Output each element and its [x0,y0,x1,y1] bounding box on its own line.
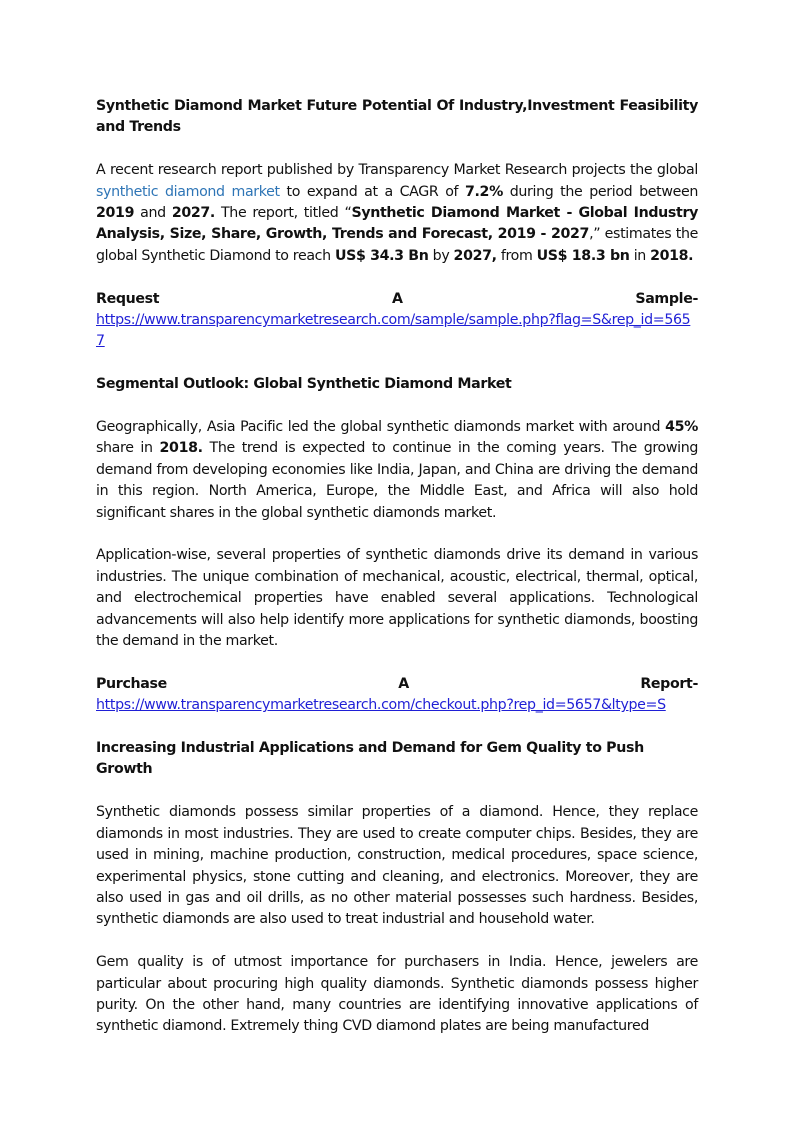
intro-text: from [496,247,537,264]
market-value-2018: US$ 18.3 bn [536,247,630,264]
asia-pacific-share: 45% [665,419,698,436]
purchase-report-link[interactable]: https://www.transparencymarketresearch.com/checkout.php?rep_id=5657&ltype=S [96,697,666,714]
gem-quality-paragraph: Gem quality is of utmost importance for purchasers in India. Hence, jewelers are particular about procuring high quality diamonds. Synthetic diamonds possess higher purity. On the other hand, many countries are identifying innovative applications of synthetic diamond. Extremely thing CVD diamond plates are being manufactured [96,954,698,1035]
document-page [96,96,698,1059]
year-2027: 2027, [453,247,497,264]
request-sample-section [96,289,698,353]
geo-text: The trend is expected to continue in the coming years. The growing demand from developing economies like India, Japan, and China are driving the demand in this region. North America, Europe, the Middle East, and Africa will also hold significant shares in the global synthetic diamonds market. [96,440,698,521]
application-paragraph: Application-wise, several properties of synthetic diamonds drive its demand in various industries. The unique combination of mechanical, acoustic, electrical, thermal, optical, and electrochemical properties have enabled several applications. Technological advancements will also help identify more applications for synthetic diamonds, boosting the demand in the market. [96,547,698,650]
year-2018: 2018. [650,247,694,264]
a-word: A [398,675,409,692]
intro-text: to expand at a CAGR of [279,183,465,200]
intro-paragraph [96,160,698,267]
document-title: Synthetic Diamond Market Future Potential Of Industry,Investment Feasibility and Trends [96,98,698,136]
intro-text: by [428,247,454,264]
request-sample-label [96,289,698,310]
intro-text: The report, titled “ [214,205,352,222]
uses-paragraph: Synthetic diamonds possess similar properties of a diamond. Hence, they replace diamonds in most industries. They are used to create computer chips. Besides, they are used in mining, machine production, construction, medical procedures, space science, experimental physics, stone cutting and cleaning, and electronics. Moreover, they are also used in gas and oil drills, as no other material possesses such hardness. Besides, synthetic diamonds are also used to treat industrial and household water. [96,804,698,928]
intro-text: in [629,247,651,264]
purchase-report-label [96,674,698,695]
a-word: A [391,290,403,307]
geo-year: 2018. [159,440,203,457]
geo-text: Geographically, Asia Pacific led the global synthetic diamonds market with around [96,419,666,436]
cagr-value: 7.2% [464,183,503,200]
end-year: 2027. [171,205,215,222]
request-word: Request [96,290,160,307]
synthetic-diamond-market-link[interactable]: synthetic diamond market [96,183,280,200]
growth-heading: Increasing Industrial Applications and Demand for Gem Quality to Push Growth [96,740,644,778]
report-title: Synthetic Diamond Market - Global Industry Analysis, Size, Share, Growth, Trends and Forecast, 2019 - 2027 [96,205,698,243]
purchase-word: Purchase [96,675,167,692]
intro-text: during the period between [502,183,698,200]
geography-paragraph [96,417,698,524]
market-value-2027: US$ 34.3 Bn [334,247,429,264]
purchase-report-section [96,674,698,717]
report-word: Report- [640,675,698,692]
intro-text: A recent research report published by Transparency Market Research projects the global [96,162,698,179]
geo-text: share in [96,440,160,457]
request-sample-link[interactable]: https://www.transparencymarketresearch.com/sample/sample.php?flag=S&rep_id=5657 [96,312,691,350]
start-year: 2019 [96,205,135,222]
intro-text: and [134,205,172,222]
sample-word: Sample- [635,290,698,307]
intro-text: ,” estimates the global Synthetic Diamond to reach [96,226,699,264]
segmental-outlook-heading: Segmental Outlook: Global Synthetic Diamond Market [96,376,512,393]
